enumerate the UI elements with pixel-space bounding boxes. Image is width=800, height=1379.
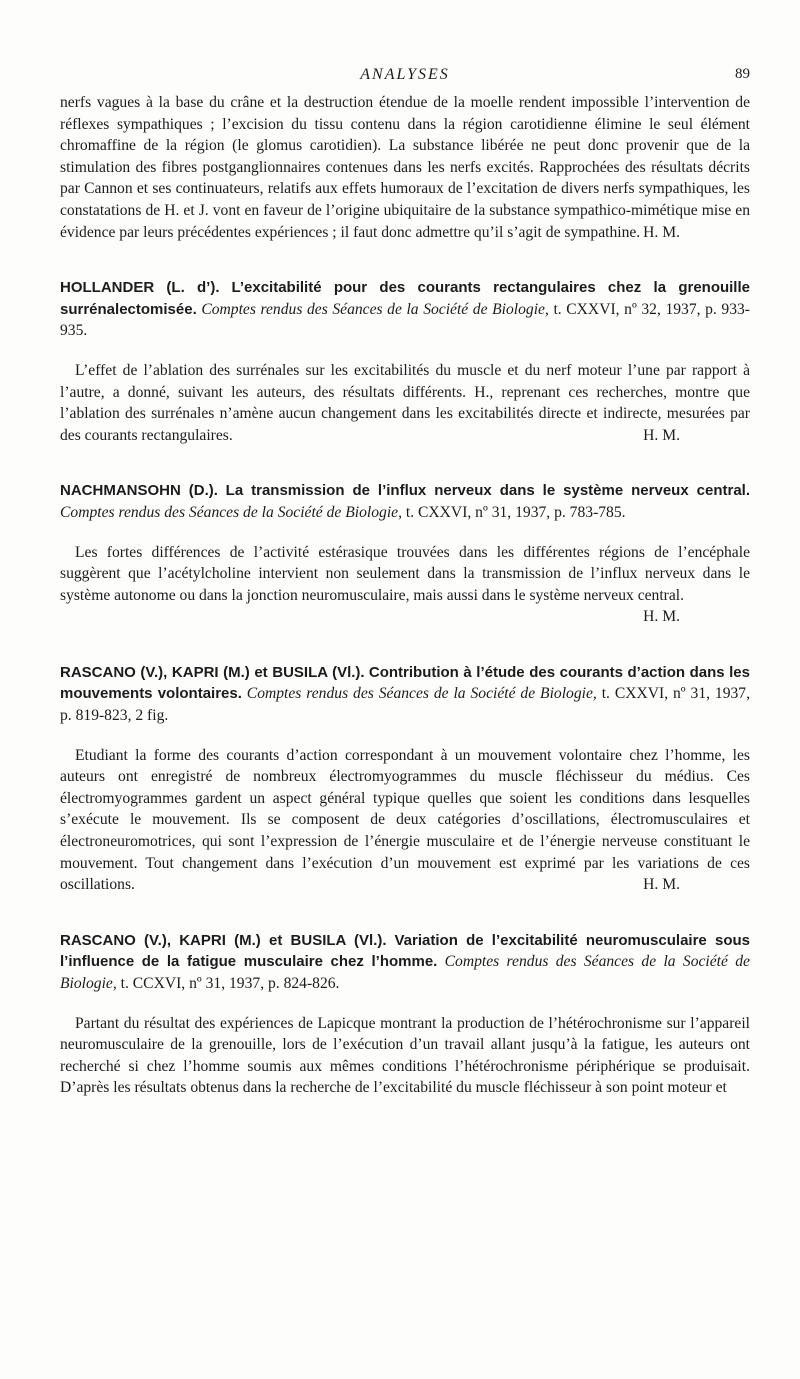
entry-nachmansohn [60,480,750,628]
abstract-text: Les fortes différences de l’activité estérasique trouvées dans les différentes régions de l’encéphale suggèrent que l’acétylcholine intervient non seulement dans la transmission de l’influx nerveux dans le système autonome ou dans la jonction neuromusculaire, mais aussi dans le système nerveux central. [60,543,750,604]
abstract-text: Partant du résultat des expériences de Lapicque montrant la production de l’hétérochronisme sur l’appareil neuromusculaire de la grenouille, lors de l’exécution d’un travail allant jusqu’à la fatigue, les auteurs ont recherché si chez l’homme soumis aux mêmes conditions l’hétérochronisme périphérique se produisait. D’après les résultats obtenus dans la recherche de l’excitabilité du muscle fléchisseur à son point moteur et [60,1014,750,1097]
journal: Comptes rendus des Séances de la Société de Biologie, [60,953,750,992]
reference [60,277,750,342]
page [60,62,750,1099]
abstract [60,745,750,896]
abstract [60,1013,750,1099]
abstract-text: Etudiant la forme des courants d’action correspondant à un mouvement volontaire chez l’homme, les auteurs ont enregistré de nombreux électromyogrammes du muscle fléchisseur du médius. Ces électromyogrammes gardent un aspect général typique quelles que soient les conditions dans lesquelles s’exécute le mouvement. Ils se composent de deux catégories d’oscillations, électromusculaires et électroneuromotrices, qui sont l’expression de l’énergie musculaire et de l’énergie nerveuse constituant le mouvement. Tout changement dans l’exécution d’un mouvement est exprimé par les variations de ces oscillations. [60,746,750,894]
article-title: Variation de l’excitabilité neuromusculaire sous l’influence de la fatigue musculaire chez l’homme. [60,931,750,971]
abstract [60,542,750,628]
signature: H. M. [643,876,680,894]
signature: H. M. [643,426,680,444]
citation: t. CCXVI, nº 31, 1937, p. 824-826. [120,975,340,992]
article-title: La transmission de l’influx nerveux dans le système nerveux central. [225,482,750,500]
running-header [60,62,750,92]
citation: t. CXXVI, nº 32, 1937, p. 933-935. [60,300,750,340]
signature: H. M. [643,608,680,626]
citation: t. CXXVI, nº 31, 1937, p. 783-785. [405,503,626,521]
citation: t. CXXVI, nº 31, 1937, p. 819-823, 2 fig. [60,685,751,725]
reference [60,480,750,523]
entry-rascano-variation [60,930,750,1099]
continuation-paragraph [60,92,750,243]
author: HOLLANDER (L. d’). [60,279,220,297]
signature: H. M. [643,223,680,241]
reference [60,662,750,727]
article-title: L’excitabilité pour des courants rectangulaires chez la grenouille surrénalectomisée. [60,279,750,318]
continuation-text: nerfs vagues à la base du crâne et la destruction étendue de la moelle rendent impossible l’intervention de réflexes sympathiques ; l’excision du tissu contenu dans la région carotidienne élimine le seul élément chromaffine de la région (le glomus carotidien). La substance libérée ne peut donc provenir que de la stimulation des fibres postganglionnaires contenues dans les nerfs excités. Rapprochées des résultats décrits par Cannon et ses continuateurs, relatifs aux effets humoraux de l’excitation de divers nerfs sympathiques, les constatations de H. et J. vont en faveur de l’origine ubiquitaire de la substance sympathico-mimétique mise en évidence par leurs précédentes expériences ; il faut donc admettre qu’il s’agit de sympathine. [60,94,750,241]
entry-rascano-contribution [60,662,750,896]
journal: Comptes rendus des Séances de la Société de Biologie, [246,685,597,703]
author: NACHMANSOHN (D.). [60,482,218,500]
running-title: ANALYSES [360,66,450,83]
article-title: Contribution à l’étude des courants d’action dans les mouvements volontaires. [60,663,750,703]
journal: Comptes rendus des Séances de la Société de Biologie, [60,503,402,521]
entry-hollander [60,277,750,446]
author: RASCANO (V.), KAPRI (M.) et BUSILA (Vl.). [60,663,365,681]
abstract [60,360,750,446]
journal: Comptes rendus des Séances de la Société de Biologie, [201,300,549,318]
page-number: 89 [735,66,750,82]
reference [60,930,750,995]
author: RASCANO (V.), KAPRI (M.) et BUSILA (Vl.). [60,931,387,949]
abstract-text: L’effet de l’ablation des surrénales sur les excitabilités du muscle et du nerf moteur l’une par rapport à l’autre, a donné, suivant les auteurs, des résultats différents. H., reprenant ces recherches, montre que l’ablation des surrénales n’amène aucun changement dans les excitabilités directe et indirecte, mesurées par des courants rectangulaires. [60,361,750,444]
